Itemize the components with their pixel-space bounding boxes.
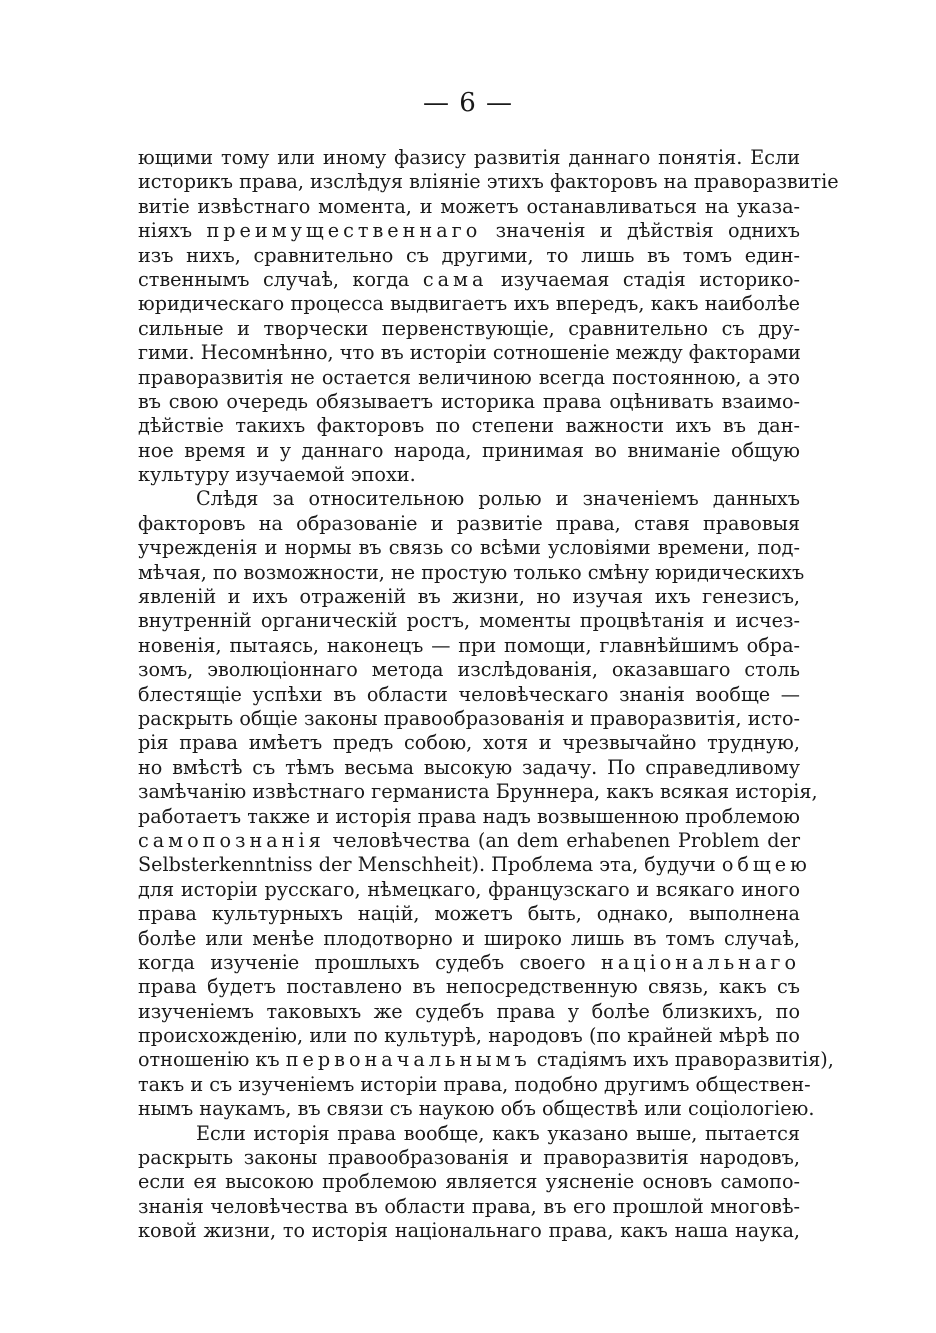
text-line bbox=[138, 853, 811, 877]
text-segment: если ея высокою проблемою является уясненіе основъ самопо- bbox=[138, 1170, 800, 1194]
text-line bbox=[138, 268, 800, 292]
text-segment: но вмѣстѣ съ тѣмъ весьма высокую задачу. По справедливому bbox=[138, 755, 800, 779]
body-text bbox=[138, 146, 839, 1244]
text-line bbox=[138, 634, 800, 658]
text-segment: рія права имѣетъ предъ собою, хотя и чрезвычайно трудную, bbox=[138, 731, 800, 755]
text-segment: историкъ права, изслѣдуя вліяніе этихъ факторовъ на праворазвитіе bbox=[138, 170, 839, 194]
text-segment: юридическаго процесса выдвигаетъ ихъ впередъ, какъ наиболѣе bbox=[138, 292, 800, 316]
text-segment: ное время и у даннаго народа, принимая во вниманіе общую bbox=[138, 438, 800, 462]
text-line bbox=[138, 902, 800, 926]
text-segment: новенія, пытаясь, наконецъ — при помощи, главнѣйшимъ обра- bbox=[138, 633, 800, 657]
text-segment: мѣчая, по возможности, не простую только смѣну юридическихъ bbox=[138, 560, 805, 584]
text-line bbox=[138, 487, 800, 511]
spaced-emphasis: первоначальнымъ bbox=[285, 1048, 531, 1072]
text-line bbox=[138, 1048, 834, 1072]
text-line bbox=[138, 731, 800, 755]
text-segment: Selbsterkenntniss der Menschheit). Проблема эта, будучи bbox=[138, 853, 722, 877]
text-segment: явленій и ихъ отраженій въ жизни, но изучая ихъ генезисъ, bbox=[138, 585, 800, 609]
text-segment: для исторіи русскаго, нѣмецкаго, французскаго и всякаго иного bbox=[138, 877, 800, 901]
text-segment: нымъ наукамъ, въ связи съ наукою объ обществѣ или соціологіею. bbox=[138, 1097, 815, 1121]
text-line bbox=[138, 317, 800, 341]
text-segment: ственнымъ случаѣ, когда bbox=[138, 267, 423, 291]
text-segment: внутренній органическій ростъ, моменты процвѣтанія и исчез- bbox=[138, 609, 800, 633]
text-line bbox=[138, 951, 800, 975]
text-line bbox=[138, 1195, 800, 1219]
text-line bbox=[138, 1097, 815, 1121]
text-line bbox=[138, 658, 800, 682]
text-line bbox=[138, 170, 839, 194]
text-line bbox=[138, 195, 800, 219]
text-segment: сильные и творчески первенствующіе, сравнительно съ дру- bbox=[138, 316, 800, 340]
spaced-emphasis: сама bbox=[422, 267, 488, 291]
text-segment: изъ нихъ, сравнительно съ другими, то лишь въ томъ един- bbox=[138, 243, 800, 267]
text-line bbox=[138, 683, 800, 707]
text-line bbox=[138, 1146, 800, 1170]
text-segment: раскрыть законы правообразованія и праворазвитія народовъ, bbox=[138, 1146, 800, 1170]
text-line bbox=[138, 463, 800, 487]
text-line bbox=[138, 609, 800, 633]
text-segment: въ свою очередь обязываетъ историка права оцѣнивать взаимо- bbox=[138, 389, 800, 413]
spaced-emphasis: общею bbox=[721, 853, 811, 877]
text-segment: Если исторія права вообще, какъ указано выше, пытается bbox=[196, 1121, 800, 1145]
spaced-emphasis: самопознанія bbox=[138, 828, 325, 852]
text-segment: Слѣдя за относительною ролью и значеніемъ данныхъ bbox=[196, 487, 800, 511]
text-segment: знанія человѣчества въ области права, въ его прошлой многовѣ- bbox=[138, 1194, 800, 1218]
text-segment: права культурныхъ націй, можетъ быть, однако, выполнена bbox=[138, 902, 800, 926]
text-segment: блестящіе успѣхи въ области человѣческаго знанія вообще — bbox=[138, 682, 800, 706]
text-segment: когда изученіе прошлыхъ судебъ своего bbox=[138, 950, 602, 974]
text-segment: отношенію къ bbox=[138, 1048, 286, 1072]
text-segment: болѣе или менѣе плодотворно и широко лишь въ томъ случаѣ, bbox=[138, 926, 800, 950]
text-line bbox=[138, 829, 800, 853]
text-line bbox=[138, 292, 800, 316]
text-segment: зомъ, эволюціоннаго метода изслѣдованія, оказавшаго столь bbox=[138, 658, 800, 682]
text-line bbox=[138, 756, 800, 780]
text-segment: факторовъ на образованіе и развитіе права, ставя правовыя bbox=[138, 511, 800, 535]
text-segment: изученіемъ таковыхъ же судебъ права у болѣе близкихъ, по bbox=[138, 999, 800, 1023]
text-segment: значенія и дѣйствія однихъ bbox=[481, 219, 800, 243]
spaced-emphasis: національнаго bbox=[601, 950, 800, 974]
text-line bbox=[138, 439, 800, 463]
text-line bbox=[138, 1024, 800, 1048]
text-line bbox=[138, 1072, 811, 1097]
text-segment: ковой жизни, то исторія національнаго права, какъ наша наука, bbox=[138, 1219, 800, 1243]
text-line bbox=[138, 146, 800, 170]
text-line bbox=[138, 512, 800, 536]
text-line bbox=[138, 780, 818, 804]
text-segment: работаетъ также и исторія права надъ возвышенною проблемою bbox=[138, 804, 800, 828]
text-line bbox=[138, 560, 805, 585]
text-line bbox=[138, 536, 800, 560]
text-line bbox=[138, 878, 800, 902]
text-line bbox=[138, 1219, 800, 1243]
text-segment: ющими тому или иному фазису развитія даннаго понятія. Если bbox=[138, 146, 800, 169]
text-segment: ніяхъ bbox=[138, 219, 207, 243]
text-segment: замѣчанію извѣстнаго германиста Бруннера, какъ всякая исторія, bbox=[138, 780, 818, 804]
text-segment: происхожденію, или по культурѣ, народовъ (по крайней мѣрѣ по bbox=[138, 1024, 800, 1048]
text-line bbox=[138, 219, 800, 243]
text-segment: человѣчества (an dem erhabenen Problem der bbox=[324, 828, 800, 852]
text-line bbox=[138, 805, 800, 829]
text-line bbox=[138, 366, 800, 390]
text-segment: изучаемая стадія историко- bbox=[487, 267, 800, 291]
text-line bbox=[138, 390, 800, 414]
text-segment: гими. Несомнѣнно, что въ исторіи сотношеніе между факторами bbox=[138, 341, 801, 365]
text-line bbox=[138, 707, 800, 731]
text-segment: праворазвитія не остается величиною всегда постоянною, а это bbox=[138, 365, 800, 389]
text-line bbox=[138, 975, 800, 999]
text-segment: культуру изучаемой эпохи. bbox=[138, 463, 416, 487]
page-number: — 6 — bbox=[422, 88, 514, 118]
spaced-emphasis: преимущественнаго bbox=[206, 219, 482, 243]
text-segment: витіе извѣстнаго момента, и можетъ останавливаться на указа- bbox=[138, 194, 800, 218]
text-line bbox=[138, 414, 800, 438]
text-line bbox=[138, 1170, 800, 1194]
text-line bbox=[138, 585, 800, 609]
text-segment: раскрыть общіе законы правообразованія и праворазвитія, исто- bbox=[138, 706, 800, 730]
text-segment: такъ и съ изученіемъ исторіи права, подобно другимъ обществен- bbox=[138, 1072, 811, 1096]
text-line bbox=[138, 244, 800, 268]
text-segment: учрежденія и нормы въ связь со всѣми условіями времени, под- bbox=[138, 536, 800, 560]
text-segment: права будетъ поставлено въ непосредственную связь, какъ съ bbox=[138, 975, 800, 999]
text-line bbox=[138, 1122, 800, 1146]
text-line bbox=[138, 341, 800, 365]
text-segment: стадіямъ ихъ праворазвитія), bbox=[530, 1048, 834, 1072]
text-line bbox=[138, 927, 800, 951]
text-line bbox=[138, 1000, 800, 1024]
text-segment: дѣйствіе такихъ факторовъ по степени важности ихъ въ дан- bbox=[138, 414, 800, 438]
